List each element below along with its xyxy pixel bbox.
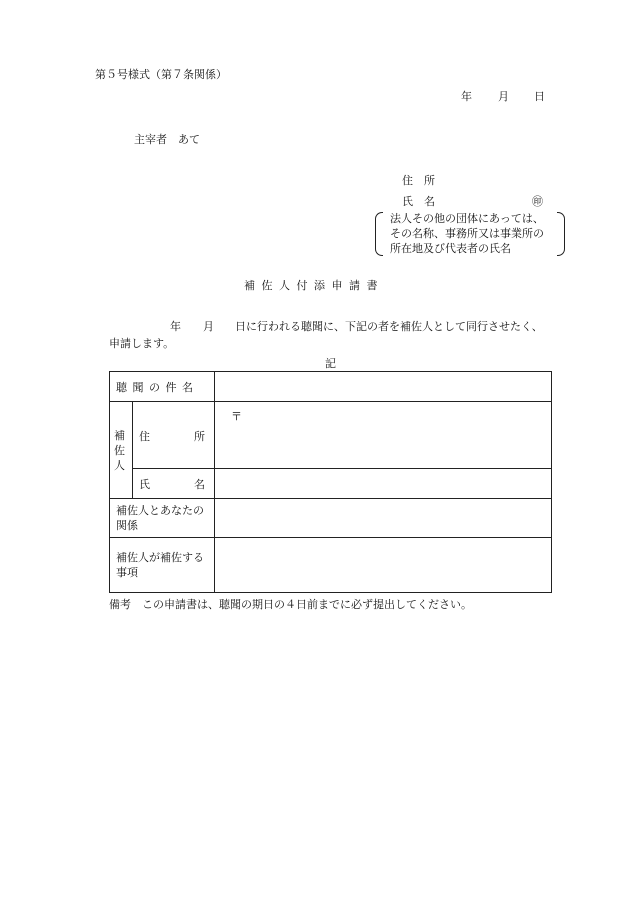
- assistant-name-label: 氏 名: [133, 469, 215, 499]
- applicant-name-label: 氏 名: [402, 195, 435, 208]
- postal-mark: 〒: [231, 410, 242, 423]
- table-row: [110, 538, 552, 593]
- date-day: 日: [534, 90, 545, 103]
- table-row: [110, 402, 552, 469]
- assistant-label: [110, 402, 133, 499]
- ki-heading: 記: [325, 357, 336, 370]
- remarks: 備考 この申請書は、聴聞の期日の４日前までに必ず提出してください。: [109, 598, 472, 611]
- body-month: 月: [203, 320, 214, 333]
- table-row: [110, 372, 552, 402]
- application-table: [109, 371, 552, 593]
- assistant-address-label: 住 所: [133, 402, 215, 469]
- corporate-note-line: 所在地及び代表者の氏名: [390, 242, 511, 255]
- case-name-field[interactable]: [215, 372, 552, 402]
- matters-label-text: 補佐人が補佐する事項: [116, 551, 204, 579]
- seal-mark: ㊞: [532, 195, 543, 208]
- relation-field[interactable]: [215, 499, 552, 538]
- date-year: 年: [461, 90, 472, 103]
- assistant-label-text: 補 佐 人: [114, 428, 125, 472]
- body-text-line1: 日に行われる聴聞に、下記の者を補佐人として同行させたく、: [235, 320, 543, 333]
- document-title: 補 佐 人 付 添 申 請 書: [244, 279, 378, 292]
- matters-label: [110, 538, 215, 593]
- corporate-note-text: [390, 211, 544, 256]
- corporate-note-line: 法人その他の団体にあっては、: [390, 212, 544, 225]
- addressee: 主宰者 あて: [134, 133, 200, 146]
- assistant-name-field[interactable]: [215, 469, 552, 499]
- relation-label: [110, 499, 215, 538]
- applicant-address-label: 住 所: [402, 174, 435, 187]
- matters-field[interactable]: [215, 538, 552, 593]
- left-bracket: [375, 212, 383, 256]
- table-row: [110, 469, 552, 499]
- right-bracket: [557, 212, 565, 256]
- relation-label-text: 補佐人とあなたの関係: [116, 504, 204, 532]
- body-text-line2: 申請します。: [109, 337, 175, 350]
- body-year: 年: [170, 320, 181, 333]
- corporate-note-line: その名称、事務所又は事業所の: [390, 227, 544, 240]
- assistant-address-field[interactable]: [215, 402, 552, 469]
- date-month: 月: [498, 90, 509, 103]
- case-name-label: 聴 聞 の 件 名: [110, 372, 215, 402]
- table-row: [110, 499, 552, 538]
- corporate-note: [375, 211, 565, 255]
- form-number: 第５号様式（第７条関係）: [95, 68, 227, 81]
